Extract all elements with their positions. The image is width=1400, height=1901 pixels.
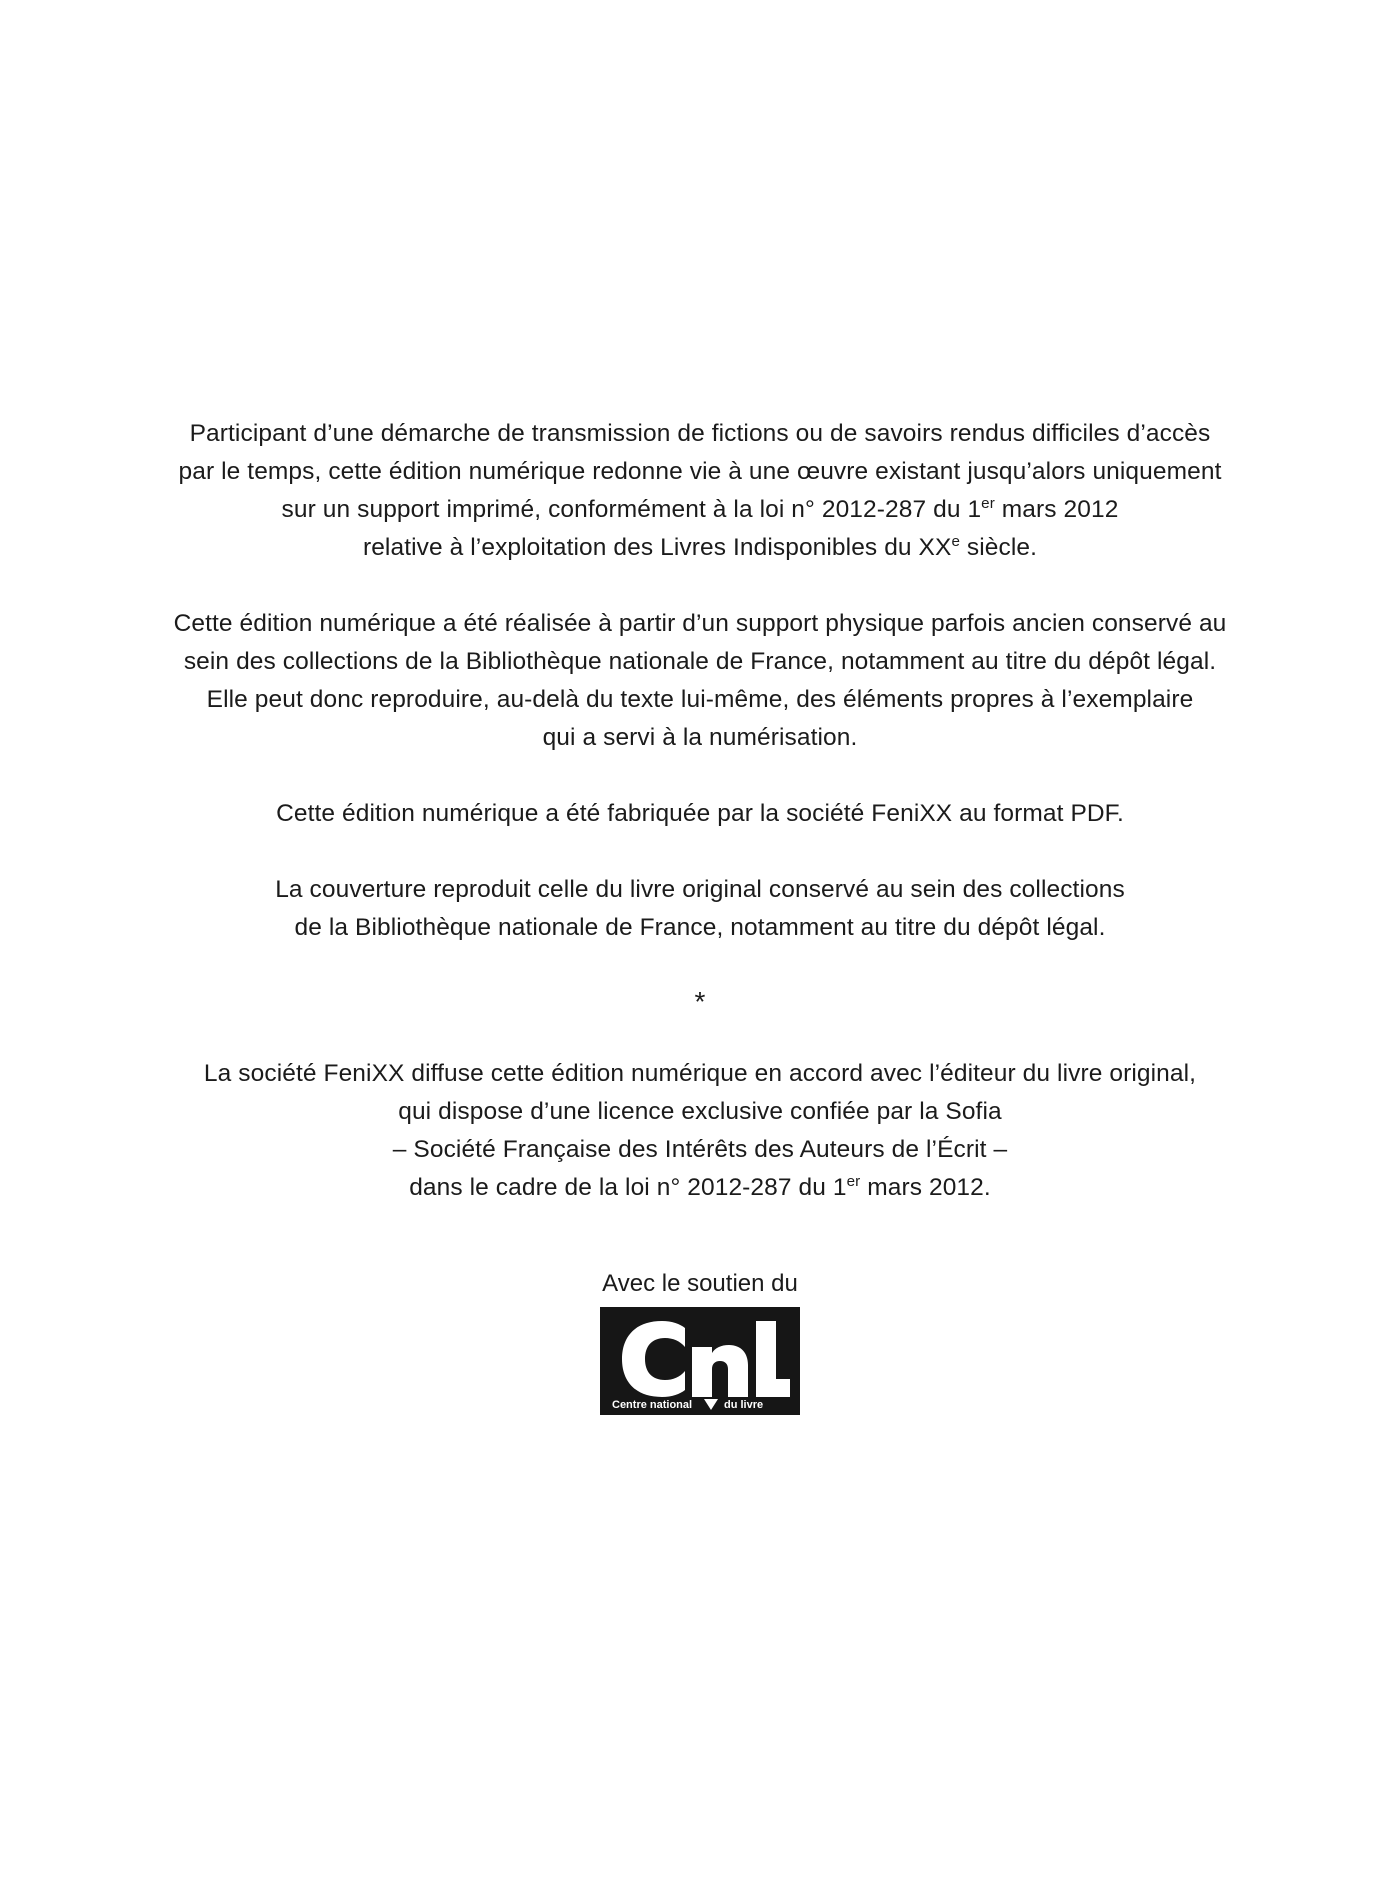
line: Cette édition numérique a été fabriquée par la société FeniXX au format PDF. — [276, 800, 1124, 827]
support-section — [600, 1269, 800, 1415]
line: par le temps, cette édition numérique redonne vie à une œuvre existant jusqu’alors uniquement — [178, 458, 1222, 485]
line: La société FeniXX diffuse cette édition numérique en accord avec l’éditeur du livre original, — [203, 1060, 1197, 1087]
paragraph-diffusion — [204, 1055, 1196, 1207]
cnl-logo — [600, 1307, 800, 1415]
line-loi-2012: sur un support imprimé, conformément à la loi n° 2012-287 du 1er mars 2012 — [281, 494, 1119, 523]
paragraph-source — [174, 605, 1227, 757]
separator-asterisk: * — [694, 986, 706, 1017]
line-loi-cadre: dans le cadre de la loi n° 2012-287 du 1er mars 2012. — [409, 1172, 991, 1201]
line: Participant d’une démarche de transmission de fictions ou de savoirs rendus difficiles d’accès — [189, 420, 1211, 447]
svg-text:Centre national: Centre national — [612, 1399, 693, 1411]
line: de la Bibliothèque nationale de France, notamment au titre du dépôt légal. — [294, 914, 1106, 941]
line: Elle peut donc reproduire, au-delà du texte lui-même, des éléments propres à l’exemplaire — [206, 686, 1194, 713]
line: qui dispose d’une licence exclusive confiée par la Sofia — [398, 1098, 1002, 1125]
line: sein des collections de la Bibliothèque nationale de France, notamment au titre du dépôt légal. — [183, 648, 1217, 675]
line-livres-indisponibles: relative à l’exploitation des Livres Indisponibles du XXe siècle. — [362, 532, 1038, 561]
svg-text:du livre: du livre — [724, 1399, 764, 1411]
paragraph-couverture — [275, 871, 1125, 947]
line: La couverture reproduit celle du livre original conservé au sein des collections — [275, 876, 1125, 903]
legal-notice-body — [140, 415, 1260, 1415]
line: Cette édition numérique a été réalisée à partir d’un support physique parfois ancien conservé au — [173, 610, 1227, 637]
line: qui a servi à la numérisation. — [542, 724, 858, 751]
line: – Société Française des Intérêts des Auteurs de l’Écrit – — [392, 1136, 1008, 1163]
support-label: Avec le soutien du — [602, 1270, 798, 1297]
paragraph-transmission — [179, 415, 1222, 567]
paragraph-format — [276, 795, 1124, 833]
